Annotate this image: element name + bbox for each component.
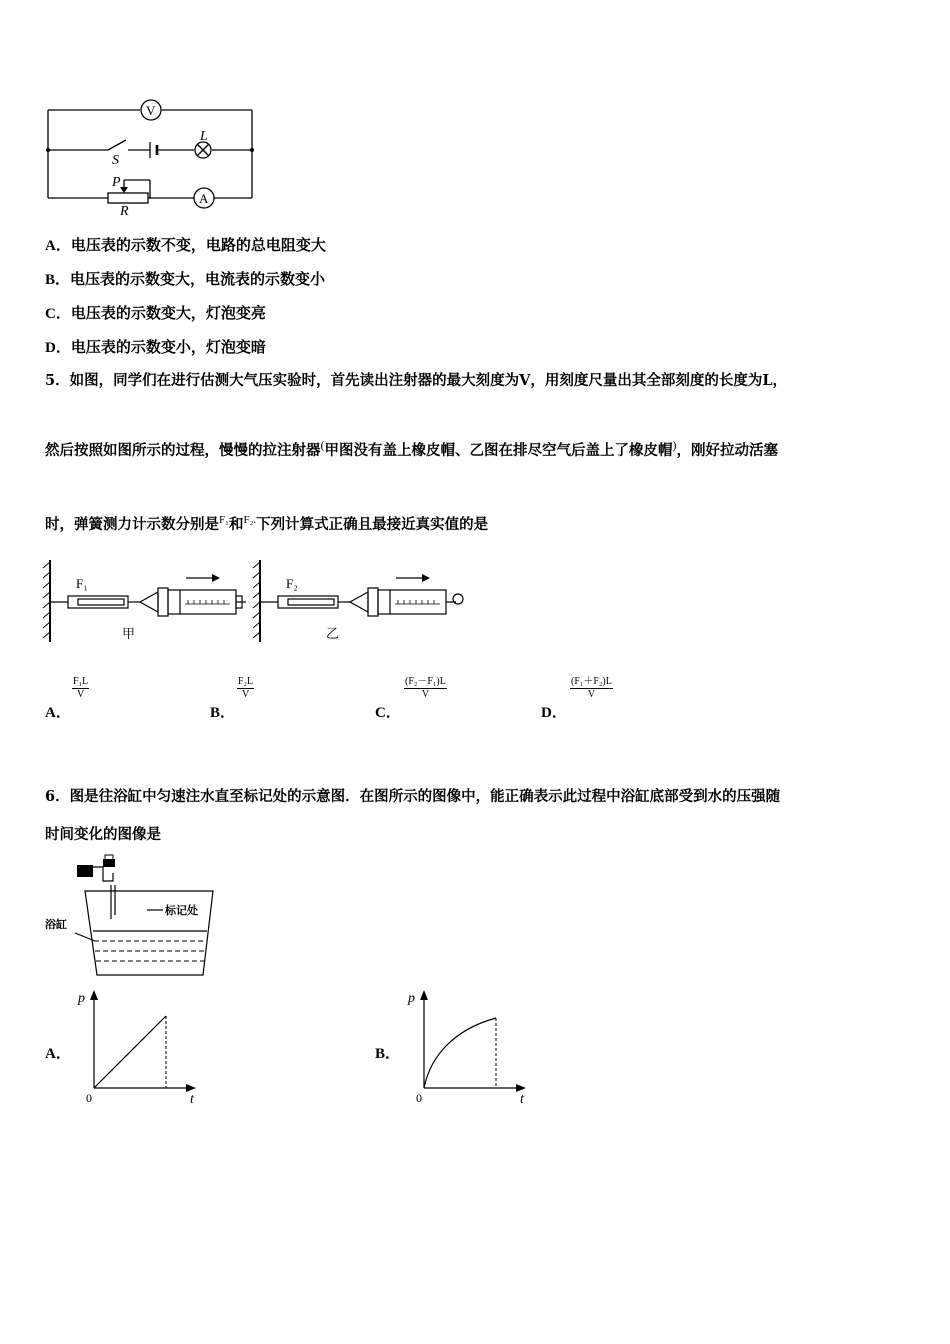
paren-open: ( xyxy=(320,438,325,452)
voltmeter-label: V xyxy=(146,103,156,118)
q5-option-a-fraction xyxy=(72,676,89,701)
option-text: 电压表的示数变小，灯泡变暗 xyxy=(70,338,266,356)
fraction-denominator: V xyxy=(421,689,430,700)
concave-curve xyxy=(424,1018,496,1088)
q5-option-c[interactable] xyxy=(375,702,401,723)
option-letter: A． xyxy=(45,705,71,721)
option-letter: B． xyxy=(375,1046,401,1062)
q5-line2 xyxy=(45,435,778,461)
q5-option-d-fraction xyxy=(570,676,613,701)
graph-b xyxy=(408,988,538,1107)
right-force-label: F₂ xyxy=(286,576,298,591)
fraction-denominator: V xyxy=(241,689,250,700)
f2-symbol: F₂. xyxy=(243,514,257,526)
q5-option-c-fraction xyxy=(404,676,447,701)
q5-line3-a: 时，弹簧测力计示数分别是 xyxy=(45,516,219,533)
paren-close: ) xyxy=(672,438,677,452)
q4-option-a[interactable] xyxy=(45,235,326,256)
q6-option-b[interactable] xyxy=(375,1043,400,1064)
fraction-numerator: (F₂－F₁)L xyxy=(405,676,446,687)
origin-label: 0 xyxy=(86,1091,92,1105)
y-axis-label: p xyxy=(408,991,415,1006)
option-letter: B． xyxy=(210,705,236,721)
lamp-label: L xyxy=(200,129,208,144)
q5-line1: 5．如图，同学们在进行估测大气压实验时，首先读出注射器的最大刻度为V，用刻度尺量出其全部刻度的长度为L， xyxy=(45,372,788,389)
q6-line2: 时间变化的图像是 xyxy=(45,826,161,843)
fraction-denominator: V xyxy=(76,689,85,700)
x-axis-label: t xyxy=(520,1092,524,1107)
circuit-diagram xyxy=(40,98,270,218)
q4-option-d[interactable] xyxy=(45,337,266,358)
fraction-numerator: F₂L xyxy=(238,676,254,687)
f1-symbol: F₁ xyxy=(219,514,229,526)
syringe-figure xyxy=(40,558,470,653)
q6-line1: 6．图是往浴缸中匀速注水直至标记处的示意图．在图所示的图像中，能正确表示此过程中浴缸底部受到水的压强随 xyxy=(45,788,781,805)
slider-label: P xyxy=(112,175,121,190)
q5-line3 xyxy=(45,510,488,535)
fraction-numerator: (F₁＋F₂)L xyxy=(571,676,612,687)
bathtub-figure xyxy=(45,855,225,980)
option-letter: A． xyxy=(45,1046,71,1062)
mark-label: 标记处 xyxy=(165,904,198,917)
fraction-numerator: F₁L xyxy=(73,676,89,687)
linear-curve xyxy=(94,1016,166,1088)
option-letter: D． xyxy=(541,705,567,721)
fraction-denominator: V xyxy=(587,689,596,700)
right-caption: 乙 xyxy=(326,627,340,642)
q5-line2-c: ，刚好拉动活塞 xyxy=(676,442,778,459)
switch-label: S xyxy=(112,153,119,168)
option-text: 电压表的示数变大，电流表的示数变小 xyxy=(70,270,326,288)
option-letter: B． xyxy=(45,272,71,288)
option-letter: A． xyxy=(45,238,71,254)
q5-line2-b: 甲图没有盖上橡皮帽、乙图在排尽空气后盖上了橡皮帽 xyxy=(324,442,673,459)
x-axis-label: t xyxy=(190,1092,194,1107)
q4-option-c[interactable] xyxy=(45,303,266,324)
graph-a xyxy=(78,988,208,1107)
ammeter-label: A xyxy=(199,191,209,206)
q5-option-b[interactable] xyxy=(210,702,235,723)
option-letter: C． xyxy=(45,306,71,322)
q5-line2-a: 然后按照如图所示的过程，慢慢的拉注射器 xyxy=(45,442,321,459)
q5-option-d[interactable] xyxy=(541,702,567,723)
q5-option-b-fraction xyxy=(237,676,254,701)
rheostat-label: R xyxy=(120,204,129,219)
q4-option-b[interactable] xyxy=(45,269,325,290)
option-letter: D． xyxy=(45,340,71,356)
tub-label: 浴缸 xyxy=(45,918,67,931)
y-axis-label: p xyxy=(78,991,85,1006)
q5-line3-b: 和 xyxy=(228,516,244,533)
origin-label: 0 xyxy=(416,1091,422,1105)
left-caption: 甲 xyxy=(122,627,136,642)
left-force-label: F₁ xyxy=(76,576,88,591)
q5-option-a[interactable] xyxy=(45,702,71,723)
q6-option-a[interactable] xyxy=(45,1043,71,1064)
option-text: 电压表的示数不变，电路的总电阻变大 xyxy=(70,236,326,254)
q5-line3-c: 下列计算式正确且最接近真实值的是 xyxy=(256,516,489,533)
option-text: 电压表的示数变大，灯泡变亮 xyxy=(70,304,266,322)
option-letter: C． xyxy=(375,705,401,721)
